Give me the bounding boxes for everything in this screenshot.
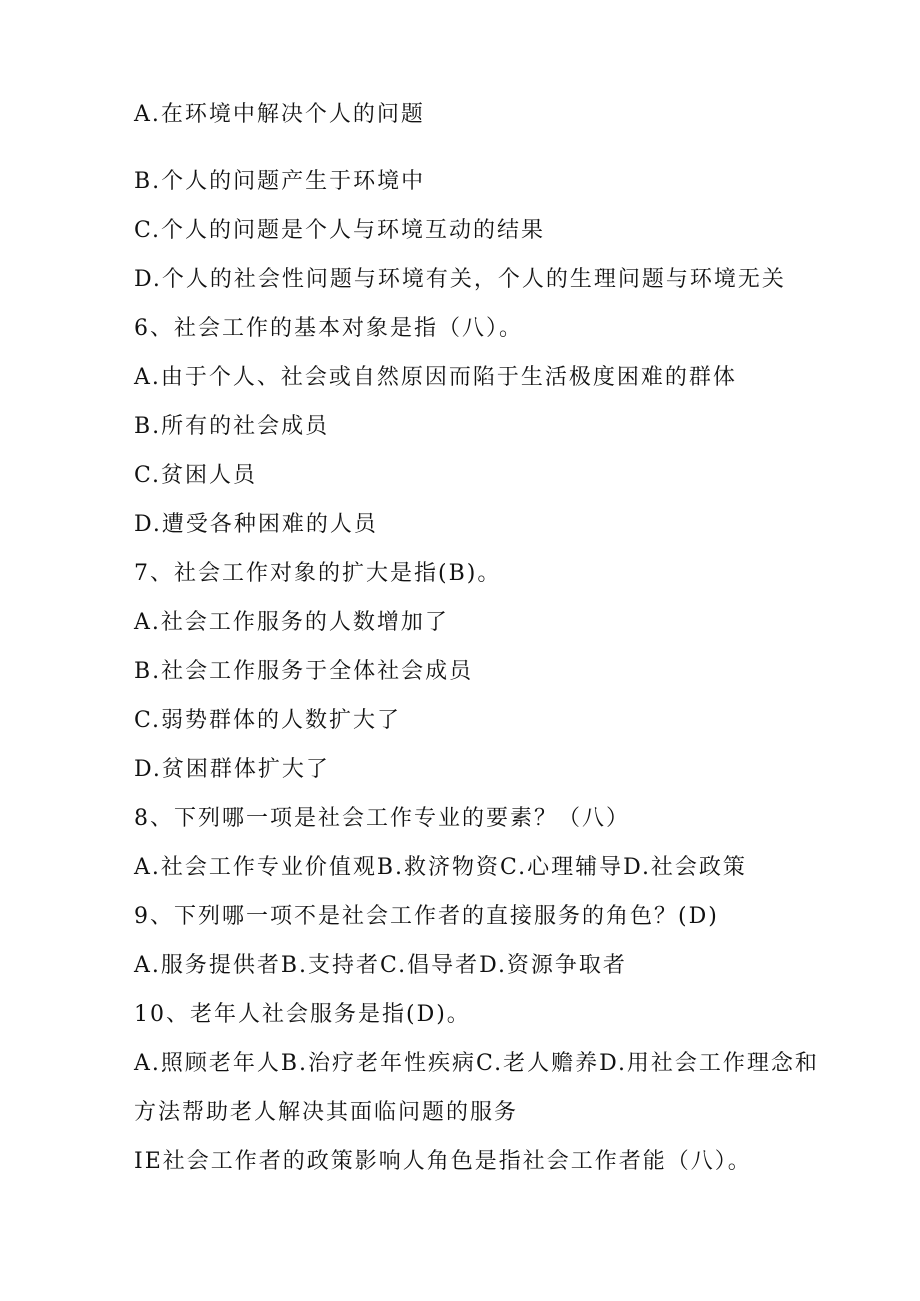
option-b-q5: B.个人的问题产生于环境中 <box>134 169 426 194</box>
question-8: 8、下列哪一项是社会工作专业的要素？（八） <box>134 806 630 831</box>
option-c-q6: C.贫困人员 <box>134 463 258 488</box>
question-10: 10、老年人社会服务是指(D)。 <box>134 1002 471 1027</box>
question-6: 6、社会工作的基本对象是指（八）。 <box>134 316 523 341</box>
option-c-q5: C.个人的问题是个人与环境互动的结果 <box>134 218 546 243</box>
option-a-q6: A.由于个人、社会或自然原因而陷于生活极度困难的群体 <box>134 365 737 390</box>
option-b-q7: B.社会工作服务于全体社会成员 <box>134 659 474 684</box>
option-a-q5: A.在环境中解决个人的问题 <box>134 102 425 127</box>
option-d-q7: D.贫困群体扩大了 <box>134 757 330 782</box>
option-b-q6: B.所有的社会成员 <box>134 414 330 439</box>
options-q10: A.照顾老年人B.治疗老年性疾病C.老人赡养D.用社会工作理念和 <box>134 1051 819 1076</box>
option-d-q6: D.遭受各种困难的人员 <box>134 512 378 537</box>
option-d-q5: D.个人的社会性问题与环境有关，个人的生理问题与环境无关 <box>134 267 786 292</box>
option-c-q7: C.弱势群体的人数扩大了 <box>134 708 402 733</box>
question-9: 9、下列哪一项不是社会工作者的直接服务的角色？(D) <box>134 904 719 929</box>
option-a-q7: A.社会工作服务的人数增加了 <box>134 610 449 635</box>
options-q9: A.服务提供者B.支持者C.倡导者D.资源争取者 <box>134 953 627 978</box>
question-11: IE社会工作者的政策影响人角色是指社会工作者能（八）。 <box>134 1149 752 1174</box>
options-q8: A.社会工作专业价值观B.救济物资C.心理辅导D.社会政策 <box>134 855 747 880</box>
options-q10-continued: 方法帮助老人解决其面临问题的服务 <box>134 1100 519 1125</box>
question-7: 7、社会工作对象的扩大是指(B)。 <box>134 561 502 586</box>
